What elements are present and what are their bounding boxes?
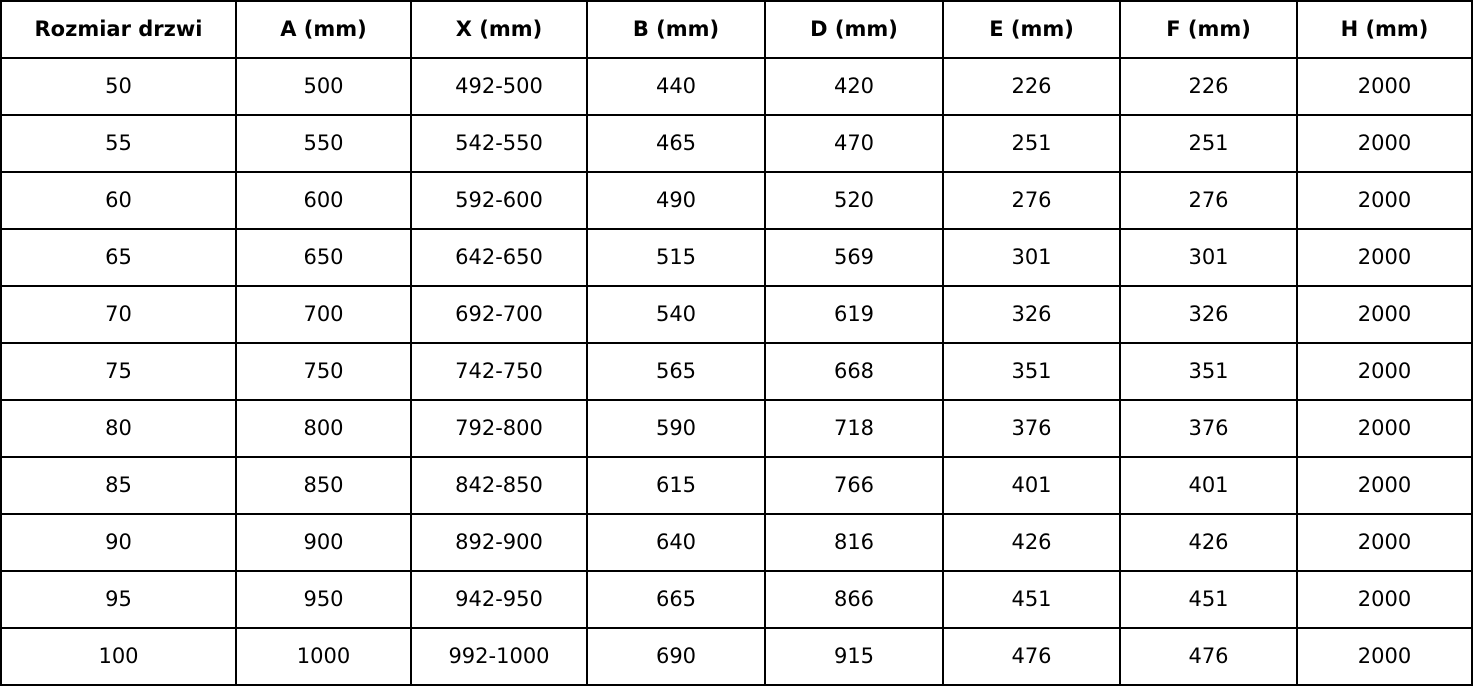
cell-rozmiar-drzwi: 100 bbox=[1, 628, 236, 685]
column-header-e: E (mm) bbox=[943, 1, 1120, 58]
cell-d: 420 bbox=[765, 58, 943, 115]
column-header-b: B (mm) bbox=[587, 1, 765, 58]
cell-f: 376 bbox=[1120, 400, 1297, 457]
cell-f: 451 bbox=[1120, 571, 1297, 628]
cell-d: 766 bbox=[765, 457, 943, 514]
table-row bbox=[1, 400, 1472, 457]
column-header-a: A (mm) bbox=[236, 1, 411, 58]
cell-e: 226 bbox=[943, 58, 1120, 115]
cell-rozmiar-drzwi: 90 bbox=[1, 514, 236, 571]
cell-d: 470 bbox=[765, 115, 943, 172]
table-row bbox=[1, 571, 1472, 628]
cell-rozmiar-drzwi: 95 bbox=[1, 571, 236, 628]
cell-a: 1000 bbox=[236, 628, 411, 685]
cell-x: 592-600 bbox=[411, 172, 587, 229]
table-row bbox=[1, 229, 1472, 286]
column-header-f: F (mm) bbox=[1120, 1, 1297, 58]
cell-d: 915 bbox=[765, 628, 943, 685]
cell-f: 326 bbox=[1120, 286, 1297, 343]
cell-h: 2000 bbox=[1297, 343, 1472, 400]
cell-x: 642-650 bbox=[411, 229, 587, 286]
cell-e: 251 bbox=[943, 115, 1120, 172]
cell-b: 690 bbox=[587, 628, 765, 685]
column-header-h: H (mm) bbox=[1297, 1, 1472, 58]
cell-b: 465 bbox=[587, 115, 765, 172]
cell-rozmiar-drzwi: 50 bbox=[1, 58, 236, 115]
cell-rozmiar-drzwi: 60 bbox=[1, 172, 236, 229]
cell-h: 2000 bbox=[1297, 115, 1472, 172]
cell-h: 2000 bbox=[1297, 400, 1472, 457]
cell-a: 550 bbox=[236, 115, 411, 172]
cell-e: 401 bbox=[943, 457, 1120, 514]
cell-d: 569 bbox=[765, 229, 943, 286]
cell-e: 376 bbox=[943, 400, 1120, 457]
cell-f: 276 bbox=[1120, 172, 1297, 229]
cell-d: 668 bbox=[765, 343, 943, 400]
cell-d: 619 bbox=[765, 286, 943, 343]
cell-rozmiar-drzwi: 75 bbox=[1, 343, 236, 400]
cell-a: 650 bbox=[236, 229, 411, 286]
cell-h: 2000 bbox=[1297, 628, 1472, 685]
cell-h: 2000 bbox=[1297, 58, 1472, 115]
cell-a: 700 bbox=[236, 286, 411, 343]
cell-e: 326 bbox=[943, 286, 1120, 343]
cell-e: 451 bbox=[943, 571, 1120, 628]
cell-x: 492-500 bbox=[411, 58, 587, 115]
table-row bbox=[1, 514, 1472, 571]
cell-x: 942-950 bbox=[411, 571, 587, 628]
column-header-x: X (mm) bbox=[411, 1, 587, 58]
cell-x: 842-850 bbox=[411, 457, 587, 514]
cell-a: 500 bbox=[236, 58, 411, 115]
cell-b: 490 bbox=[587, 172, 765, 229]
cell-f: 301 bbox=[1120, 229, 1297, 286]
cell-h: 2000 bbox=[1297, 514, 1472, 571]
cell-d: 718 bbox=[765, 400, 943, 457]
cell-b: 440 bbox=[587, 58, 765, 115]
cell-f: 251 bbox=[1120, 115, 1297, 172]
table-header bbox=[1, 1, 1472, 58]
cell-b: 565 bbox=[587, 343, 765, 400]
cell-e: 276 bbox=[943, 172, 1120, 229]
column-header-rozmiar-drzwi: Rozmiar drzwi bbox=[1, 1, 236, 58]
cell-b: 615 bbox=[587, 457, 765, 514]
cell-f: 226 bbox=[1120, 58, 1297, 115]
cell-h: 2000 bbox=[1297, 229, 1472, 286]
cell-a: 900 bbox=[236, 514, 411, 571]
cell-x: 542-550 bbox=[411, 115, 587, 172]
cell-x: 892-900 bbox=[411, 514, 587, 571]
cell-e: 301 bbox=[943, 229, 1120, 286]
table-row bbox=[1, 286, 1472, 343]
table-row bbox=[1, 457, 1472, 514]
cell-a: 850 bbox=[236, 457, 411, 514]
table-row bbox=[1, 115, 1472, 172]
cell-b: 590 bbox=[587, 400, 765, 457]
cell-d: 816 bbox=[765, 514, 943, 571]
cell-b: 540 bbox=[587, 286, 765, 343]
cell-d: 520 bbox=[765, 172, 943, 229]
table-row bbox=[1, 343, 1472, 400]
table-row bbox=[1, 628, 1472, 685]
cell-h: 2000 bbox=[1297, 286, 1472, 343]
cell-a: 800 bbox=[236, 400, 411, 457]
cell-f: 401 bbox=[1120, 457, 1297, 514]
cell-h: 2000 bbox=[1297, 571, 1472, 628]
cell-x: 992-1000 bbox=[411, 628, 587, 685]
cell-a: 600 bbox=[236, 172, 411, 229]
cell-b: 640 bbox=[587, 514, 765, 571]
table-row bbox=[1, 58, 1472, 115]
cell-h: 2000 bbox=[1297, 172, 1472, 229]
cell-rozmiar-drzwi: 85 bbox=[1, 457, 236, 514]
cell-d: 866 bbox=[765, 571, 943, 628]
cell-f: 426 bbox=[1120, 514, 1297, 571]
cell-b: 665 bbox=[587, 571, 765, 628]
cell-x: 692-700 bbox=[411, 286, 587, 343]
cell-x: 792-800 bbox=[411, 400, 587, 457]
cell-e: 351 bbox=[943, 343, 1120, 400]
cell-a: 950 bbox=[236, 571, 411, 628]
cell-b: 515 bbox=[587, 229, 765, 286]
cell-x: 742-750 bbox=[411, 343, 587, 400]
table-body bbox=[1, 58, 1472, 685]
column-header-d: D (mm) bbox=[765, 1, 943, 58]
cell-rozmiar-drzwi: 65 bbox=[1, 229, 236, 286]
cell-a: 750 bbox=[236, 343, 411, 400]
cell-h: 2000 bbox=[1297, 457, 1472, 514]
table-row bbox=[1, 172, 1472, 229]
cell-rozmiar-drzwi: 80 bbox=[1, 400, 236, 457]
cell-rozmiar-drzwi: 70 bbox=[1, 286, 236, 343]
table-header-row bbox=[1, 1, 1472, 58]
cell-f: 351 bbox=[1120, 343, 1297, 400]
cell-e: 426 bbox=[943, 514, 1120, 571]
cell-f: 476 bbox=[1120, 628, 1297, 685]
cell-e: 476 bbox=[943, 628, 1120, 685]
cell-rozmiar-drzwi: 55 bbox=[1, 115, 236, 172]
